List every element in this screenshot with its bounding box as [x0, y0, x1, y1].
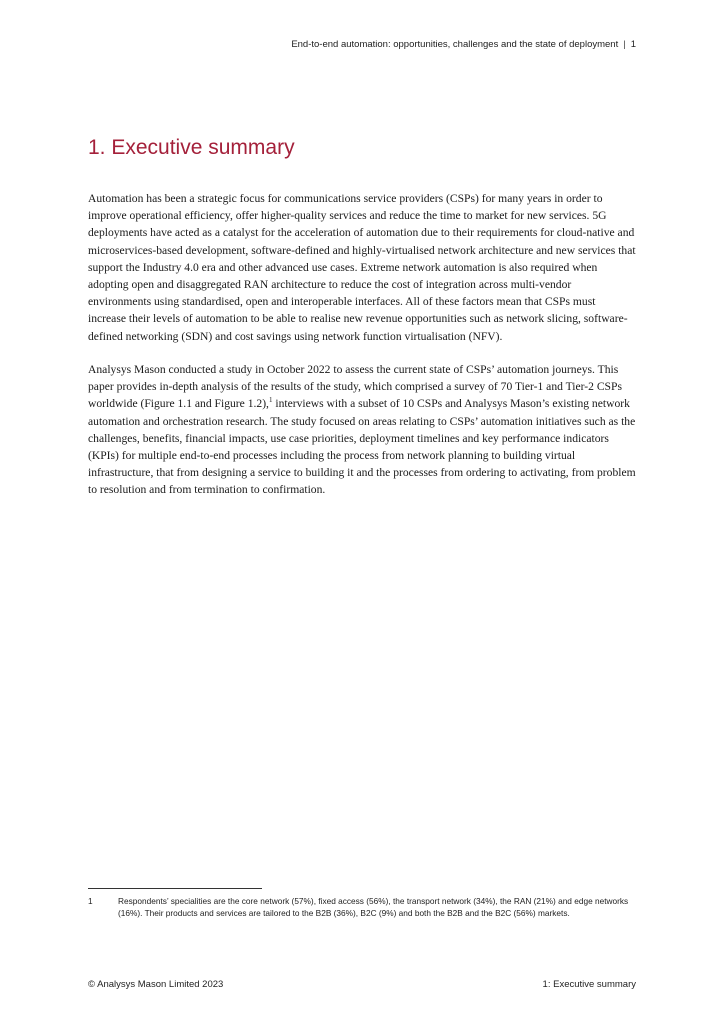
footnote: [88, 895, 636, 920]
paragraph-2-text-end: interviews with a subset of 10 CSPs and Analysys Mason’s existing network automation and orchestration research. The study focused on areas relating to CSPs’ automation initiatives such as the challenges, benefits, financial impacts, use case priorities, deployment timelines and key performance indicators (KPIs) for multiple end-to-end processes including the process from network planning to building virtual infrastructure, that from designing a service to building it and the processes from ordering to activating, from problem to resolution and from termination to confirmation.: [88, 397, 636, 497]
paragraph-2: [88, 361, 636, 499]
paragraph-1: Automation has been a strategic focus for communications service providers (CSPs) for many years in order to improve operational efficiency, offer higher-quality services and reduce the time to market for new services. 5G deployments have acted as a catalyst for the acceleration of automation due to their requirements for cloud-native and microservices-based development, software-defined and highly-virtualised network architecture and new services that support the Industry 4.0 era and other advanced use cases. Extreme network automation is also required when adopting open and disaggregated RAN architecture to reduce the cost of integration across multi-vendor environments using standardised, open and interoperable interfaces. All of these factors mean that CSPs must increase their levels of automation to be able to realise new revenue opportunities such as network slicing, software-defined networking (SDN) and cost savings using network function virtualisation (NFV).: [88, 192, 636, 343]
running-header: [291, 39, 636, 50]
footnote-reference[interactable]: 1: [268, 396, 273, 405]
paragraph-2-text-start: Analysys Mason conducted a study in October 2022 to assess the current state of CSPs’ automation journeys. This paper provides in-depth analysis of the results of the study, which comprised a survey of 70 Tier-1 and Tier-2 CSPs worldwide (Figure 1.1 and Figure 1.2),: [88, 363, 622, 411]
section-title: 1. Executive summary: [88, 136, 295, 159]
header-separator: |: [623, 39, 626, 50]
document-title: End-to-end automation: opportunities, challenges and the state of deployment: [291, 39, 619, 50]
footnote-text: Respondents’ specialities are the core network (57%), fixed access (56%), the transport network (34%), the RAN (21%) and edge networks (16%). Their products and services are tailored to the B2B (36%), B2C (9%) and both the B2B and the B2C (56%) markets.: [118, 896, 629, 919]
page-number: 1: [630, 39, 636, 50]
footer-copyright: © Analysys Mason Limited 2023: [88, 979, 224, 990]
footer-section-label: 1: Executive summary: [542, 979, 636, 990]
footnote-divider: [88, 888, 262, 889]
footnote-number: 1: [88, 896, 93, 906]
